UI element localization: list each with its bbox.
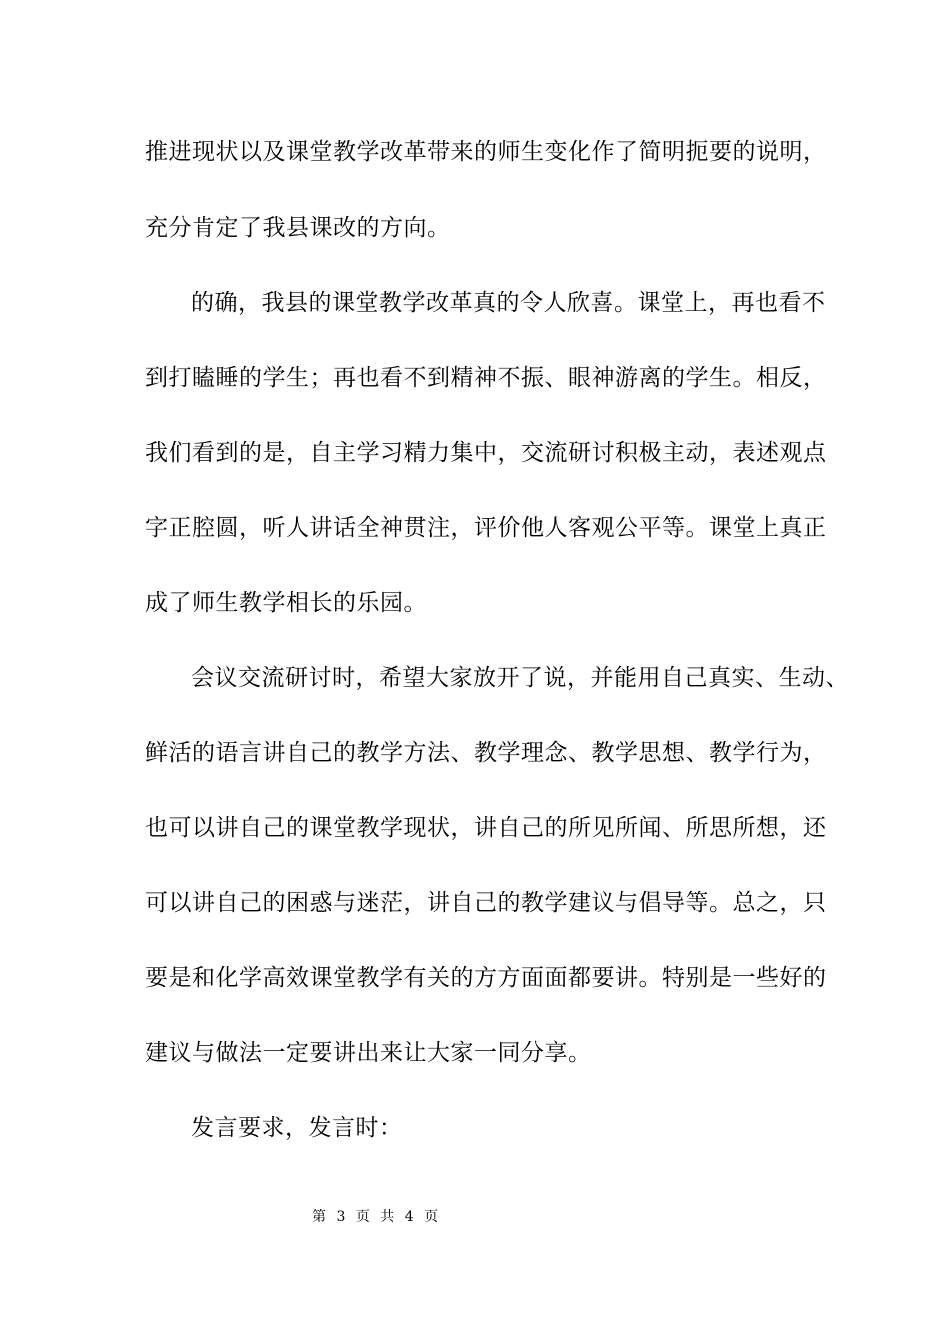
footer-prefix: 第 [312,1209,327,1225]
footer-mid1: 页 [355,1209,371,1225]
text-line-1: 推进现状以及课堂教学改革带来的师生变化作了简明扼要的说明， [145,139,827,165]
footer-total-pages: 4 [404,1209,415,1225]
paragraph-2-line-1: 的确，我县的课堂教学改革真的令人欣喜。课堂上，再也看不 [191,290,826,316]
footer-suffix: 页 [424,1209,440,1225]
text-line-9: 鲜活的语言讲自己的教学方法、教学理念、教学思想、教学行为， [145,740,827,766]
text-line-2: 充分肯定了我县课改的方向。 [145,215,451,241]
footer-mid2: 共 [380,1209,396,1225]
text-line-11: 可以讲自己的困惑与迷茫，讲自己的教学建议与倡导等。总之，只 [145,890,827,916]
text-line-10: 也可以讲自己的课堂教学现状，讲自己的所见所闻、所思所想，还 [145,815,827,841]
text-line-5: 我们看到的是，自主学习精力集中，交流研讨积极主动，表述观点 [145,440,827,466]
footer-current-page: 3 [336,1209,347,1225]
text-line-12: 要是和化学高效课堂教学有关的方方面面都要讲。特别是一些好的 [145,965,827,991]
text-line-7: 成了师生教学相长的乐园。 [145,590,427,616]
page-footer [0,1208,950,1226]
text-line-13: 建议与做法一定要讲出来让大家一同分享。 [145,1040,592,1066]
text-line-6: 字正腔圆，听人讲话全神贯注，评价他人客观公平等。课堂上真正 [145,515,827,541]
text-line-4: 到打瞌睡的学生；再也看不到精神不振、眼神游离的学生。相反， [145,365,827,391]
paragraph-4-line-1: 发言要求，发言时： [191,1115,403,1141]
paragraph-3-line-1: 会议交流研讨时，希望大家放开了说，并能用自己真实、生动、 [191,665,849,691]
